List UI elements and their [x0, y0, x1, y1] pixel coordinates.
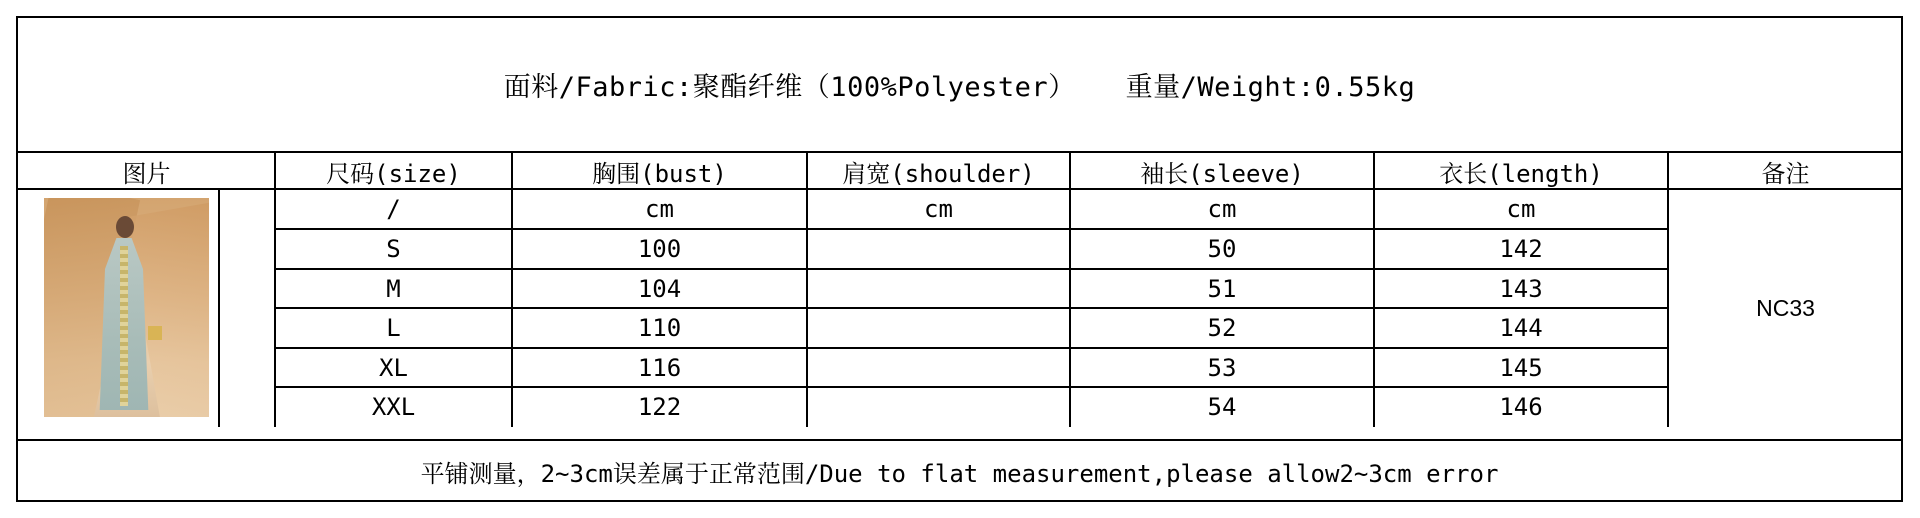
cell-length: 143: [1499, 274, 1543, 303]
cell-bust: 122: [637, 393, 682, 421]
unit-size: /: [386, 195, 401, 223]
cell-bust: 110: [637, 314, 682, 342]
column-header-photo: 图片: [122, 159, 171, 188]
row-divider: [275, 268, 1668, 270]
cell-bust: 100: [637, 235, 682, 263]
cell-length: 145: [1499, 353, 1543, 382]
measurement-note: [18, 441, 1901, 502]
cell-shoulder: [807, 308, 1070, 348]
column-header-length: 衣长(length): [1439, 159, 1603, 188]
cell-bust: 104: [637, 274, 682, 303]
row-divider: [275, 347, 1668, 349]
cell-size: XL: [379, 353, 408, 382]
cell-size: XXL: [371, 393, 416, 421]
note-cell: NC33: [1756, 294, 1815, 321]
unit-sleeve: cm: [1207, 195, 1237, 223]
unit-shoulder: cm: [924, 195, 953, 223]
cell-sleeve: 52: [1207, 314, 1237, 342]
product-photo: [44, 198, 209, 417]
cell-sleeve: 50: [1207, 235, 1237, 263]
cell-size: M: [386, 274, 401, 303]
cell-shoulder: [807, 269, 1070, 308]
column-header-bust: 胸围(bust): [592, 159, 727, 188]
column-header-sleeve: 袖长(sleeve): [1140, 159, 1304, 188]
footer-text: 平铺测量，2~3cm误差属于正常范围/Due to flat measurement,please allow2~3cm error: [420, 460, 1499, 488]
cell-shoulder: [807, 229, 1070, 269]
column-header-shoulder: 肩宽(shoulder): [842, 159, 1035, 188]
cell-size: S: [386, 235, 401, 263]
cell-length: 144: [1499, 314, 1543, 342]
row-divider: [18, 188, 1903, 190]
row-divider: [275, 386, 1668, 388]
cell-shoulder: [807, 348, 1070, 387]
row-divider: [275, 307, 1668, 309]
cell-sleeve: 54: [1207, 393, 1237, 421]
fabric-weight-header: [18, 18, 1901, 151]
unit-bust: cm: [645, 195, 674, 223]
column-header-note: 备注: [1761, 159, 1810, 188]
unit-length: cm: [1506, 195, 1536, 223]
cell-shoulder: [807, 387, 1070, 427]
weight-text: 重量/Weight:0.55kg: [1125, 72, 1416, 103]
cell-size: L: [386, 314, 401, 342]
cell-sleeve: 51: [1207, 274, 1237, 303]
cell-sleeve: 53: [1207, 353, 1237, 382]
size-table: [18, 151, 1901, 441]
cell-length: 146: [1499, 393, 1543, 421]
size-chart: [16, 16, 1903, 502]
cell-length: 142: [1499, 235, 1543, 263]
fabric-text: 面料/Fabric:聚酯纤维（100%Polyester）: [503, 72, 1076, 103]
row-divider: [275, 228, 1668, 230]
column-header-size: 尺码(size): [326, 159, 461, 188]
photo-divider: [218, 189, 220, 427]
cell-bust: 116: [637, 353, 682, 382]
